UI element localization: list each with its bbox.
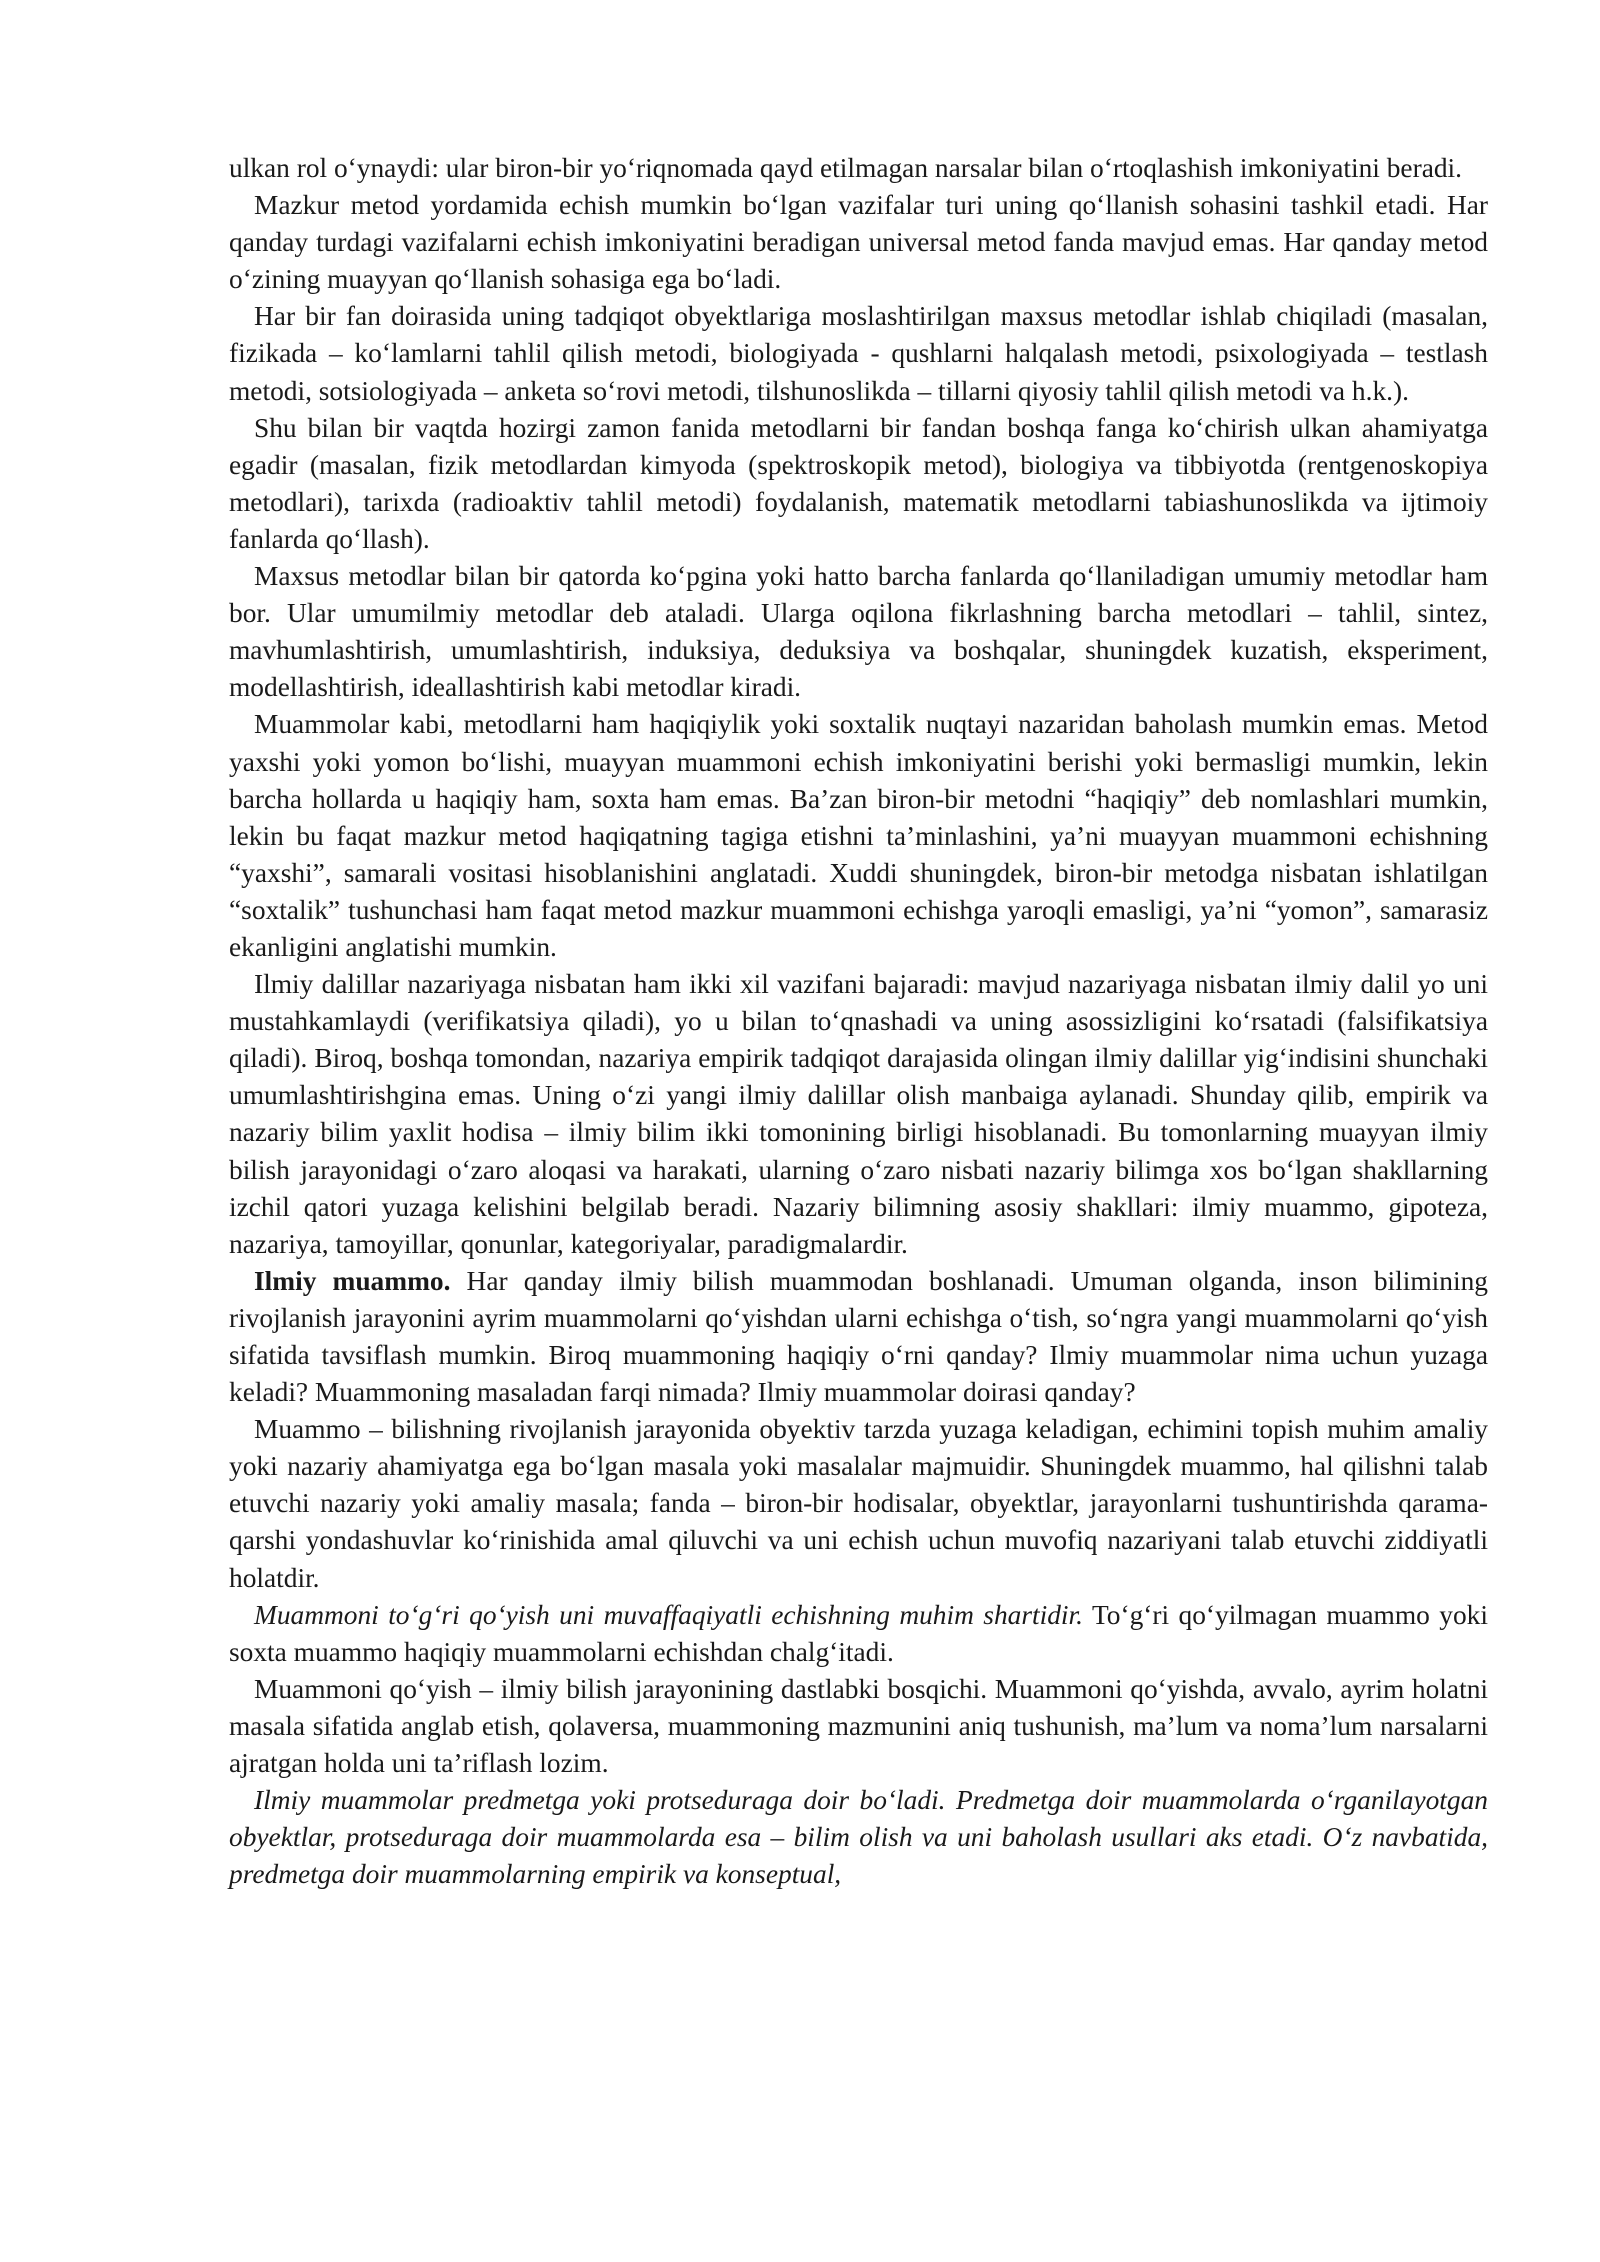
paragraph-3 — [229, 298, 1488, 409]
paragraph-4 — [229, 410, 1488, 558]
paragraph-7 — [229, 966, 1488, 1263]
paragraph-text: Ilmiy dalillar nazariyaga nisbatan ham ikki xil vazifani bajaradi: mavjud nazariyaga nisbatan ilmiy dalil yo uni mustahkamlaydi (verifikatsiya qiladi), yo u bilan to‘qnashadi va uning asossizligini ko‘rsatadi (falsifikatsiya qiladi). Biroq, boshqa tomondan, nazariya empirik tadqiqot darajasida olingan ilmiy dalillar yig‘indisini shunchaki umumlashtirishgina emas. Uning o‘zi yangi ilmiy dalillar olish manbaiga aylanadi. Shunday qilib, empirik va nazariy bilim yaxlit hodisa – ilmiy bilim ikki tomonining birligi hisoblanadi. Bu tomonlarning muayyan ilmiy bilish jarayonidagi o‘zaro aloqasi va harakati, ularning o‘zaro nisbati nazariy bilimga xos bo‘lgan shakllarning izchil qatori yuzaga kelishini belgilab beradi. Nazariy bilimning asosiy shakllari: ilmiy muammo, gipoteza, nazariya, tamoyillar, qonunlar, kategoriyalar, paradigmalardir. — [229, 969, 1488, 1259]
paragraph-text: Muammo – bilishning rivojlanish jarayonida obyektiv tarzda yuzaga keladigan, echimini topish muhim amaliy yoki nazariy ahamiyatga ega bo‘lgan masala yoki masalalar majmuidir. Shuningdek muammo, hal qilishni talab etuvchi nazariy yoki amaliy masala; fanda – biron-bir hodisalar, obyektlar, jarayonlarni tushuntirishda qarama-qarshi yondashuvlar ko‘rinishida amal qiluvchi va uni echish uchun muvofiq nazariyani talab etuvchi ziddiyatli holatdir. — [229, 1414, 1488, 1593]
paragraph-2 — [229, 187, 1488, 298]
paragraph-text: Mazkur metod yordamida echish mumkin bo‘lgan vazifalar turi uning qo‘llanish sohasini tashkil etadi. Har qanday turdagi vazifalarni echish imkoniyatini beradigan universal metod fanda mavjud emas. Har qanday metod o‘zining muayyan qo‘llanish sohasiga ega bo‘ladi. — [229, 190, 1488, 295]
paragraph-8 — [229, 1263, 1488, 1411]
italic-emphasis: Muammoni to‘g‘ri qo‘yish uni muvaffaqiyatli echishning muhim shartidir. — [254, 1599, 1084, 1630]
section-heading-ilmiy-muammo: Ilmiy muammo. — [254, 1265, 451, 1296]
paragraph-9 — [229, 1411, 1488, 1596]
paragraph-text: Shu bilan bir vaqtda hozirgi zamon fanida metodlarni bir fandan boshqa fanga ko‘chirish ulkan ahamiyatga egadir (masalan, fizik metodlardan kimyoda (spektroskopik metod), biologiya va tibbiyotda (rentgenoskopiya metodlari), tarixda (radioaktiv tahlil metodi) foydalanish, matematik metodlarni tabiashunoslikda va ijtimoiy fanlarda qo‘llash). — [229, 412, 1488, 554]
paragraph-text: To‘g‘ri qo‘yilmagan muammo yoki soxta muammo haqiqiy muammolarni echishdan chalg‘itadi. — [229, 1599, 1488, 1667]
paragraph-10 — [229, 1597, 1488, 1671]
document-page — [229, 150, 1488, 1893]
paragraph-6 — [229, 706, 1488, 966]
paragraph-text: Har bir fan doirasida uning tadqiqot obyektlariga moslashtirilgan maxsus metodlar ishlab chiqiladi (masalan, fizikada – ko‘lamlarni tahlil qilish metodi, biologiyada - qushlarni halqalash metodi, psixologiyada – testlash metodi, sotsiologiyada – anketa so‘rovi metodi, tilshunoslikda – tillarni qiyosiy tahlil qilish metodi va h.k.). — [229, 301, 1488, 406]
paragraph-text: Ilmiy muammolar predmetga yoki protseduraga doir bo‘ladi. Predmetga doir muammolarda o‘rganilayotgan obyektlar, protseduraga doir muammolarda esa – bilim olish va uni baholash usullari aks etadi. O‘z navbatida, predmetga doir muammolarning empirik va konseptual, — [229, 1785, 1488, 1890]
paragraph-5 — [229, 558, 1488, 706]
paragraph-text: ulkan rol o‘ynaydi: ular biron-bir yo‘riqnomada qayd etilmagan narsalar bilan o‘rtoqlashish imkoniyatini beradi. — [229, 153, 1463, 183]
paragraph-text: Maxsus metodlar bilan bir qatorda ko‘pgina yoki hatto barcha fanlarda qo‘llaniladigan umumiy metodlar ham bor. Ular umumilmiy metodlar deb ataladi. Ularga oqilona fikrlashning barcha metodlari – tahlil, sintez, mavhumlashtirish, umumlashtirish, induksiya, deduksiya va boshqalar, shuningdek kuzatish, eksperiment, modellashtirish, ideallashtirish kabi metodlar kiradi. — [229, 561, 1488, 703]
paragraph-12 — [229, 1782, 1488, 1893]
paragraph-text: Muammoni qo‘yish – ilmiy bilish jarayonining dastlabki bosqichi. Muammoni qo‘yishda, avvalo, ayrim holatni masala sifatida anglab etish, qolaversa, muammoning mazmunini aniq tushunish, ma’lum va noma’lum narsalarni ajratgan holda uni ta’riflash lozim. — [229, 1673, 1488, 1779]
paragraph-text: Har qanday ilmiy bilish muammodan boshlanadi. Umuman olganda, inson bilimining rivojlanish jarayonini ayrim muammolarni qo‘yishdan ularni echishga o‘tish, so‘ngra yangi muammolarni qo‘yish sifatida tavsiflash mumkin. Biroq muammoning haqiqiy o‘rni qanday? Ilmiy muammolar nima uchun yuzaga keladi? Muammoning masaladan farqi nimada? Ilmiy muammolar doirasi qanday? — [229, 1265, 1488, 1408]
paragraph-text: Muammolar kabi, metodlarni ham haqiqiylik yoki soxtalik nuqtayi nazaridan baholash mumkin emas. Metod yaxshi yoki yomon bo‘lishi, muayyan muammoni echish imkoniyatini berishi yoki bermasligi mumkin, lekin barcha hollarda u haqiqiy ham, soxta ham emas. Ba’zan biron-bir metodni “haqiqiy” deb nomlashlari mumkin, lekin bu faqat mazkur metod haqiqatning tagiga etishni ta’minlashini, ya’ni muayyan muammoni echishning “yaxshi”, samarali vositasi hisoblanishini anglatadi. Xuddi shuningdek, biron-bir metodga nisbatan ishlatilgan “soxtalik” tushunchasi ham faqat metod mazkur muammoni echishga yaroqli emasligi, ya’ni “yomon”, samarasiz ekanligini anglatishi mumkin. — [229, 709, 1488, 962]
paragraph-11 — [229, 1671, 1488, 1782]
paragraph-1 — [229, 150, 1488, 187]
